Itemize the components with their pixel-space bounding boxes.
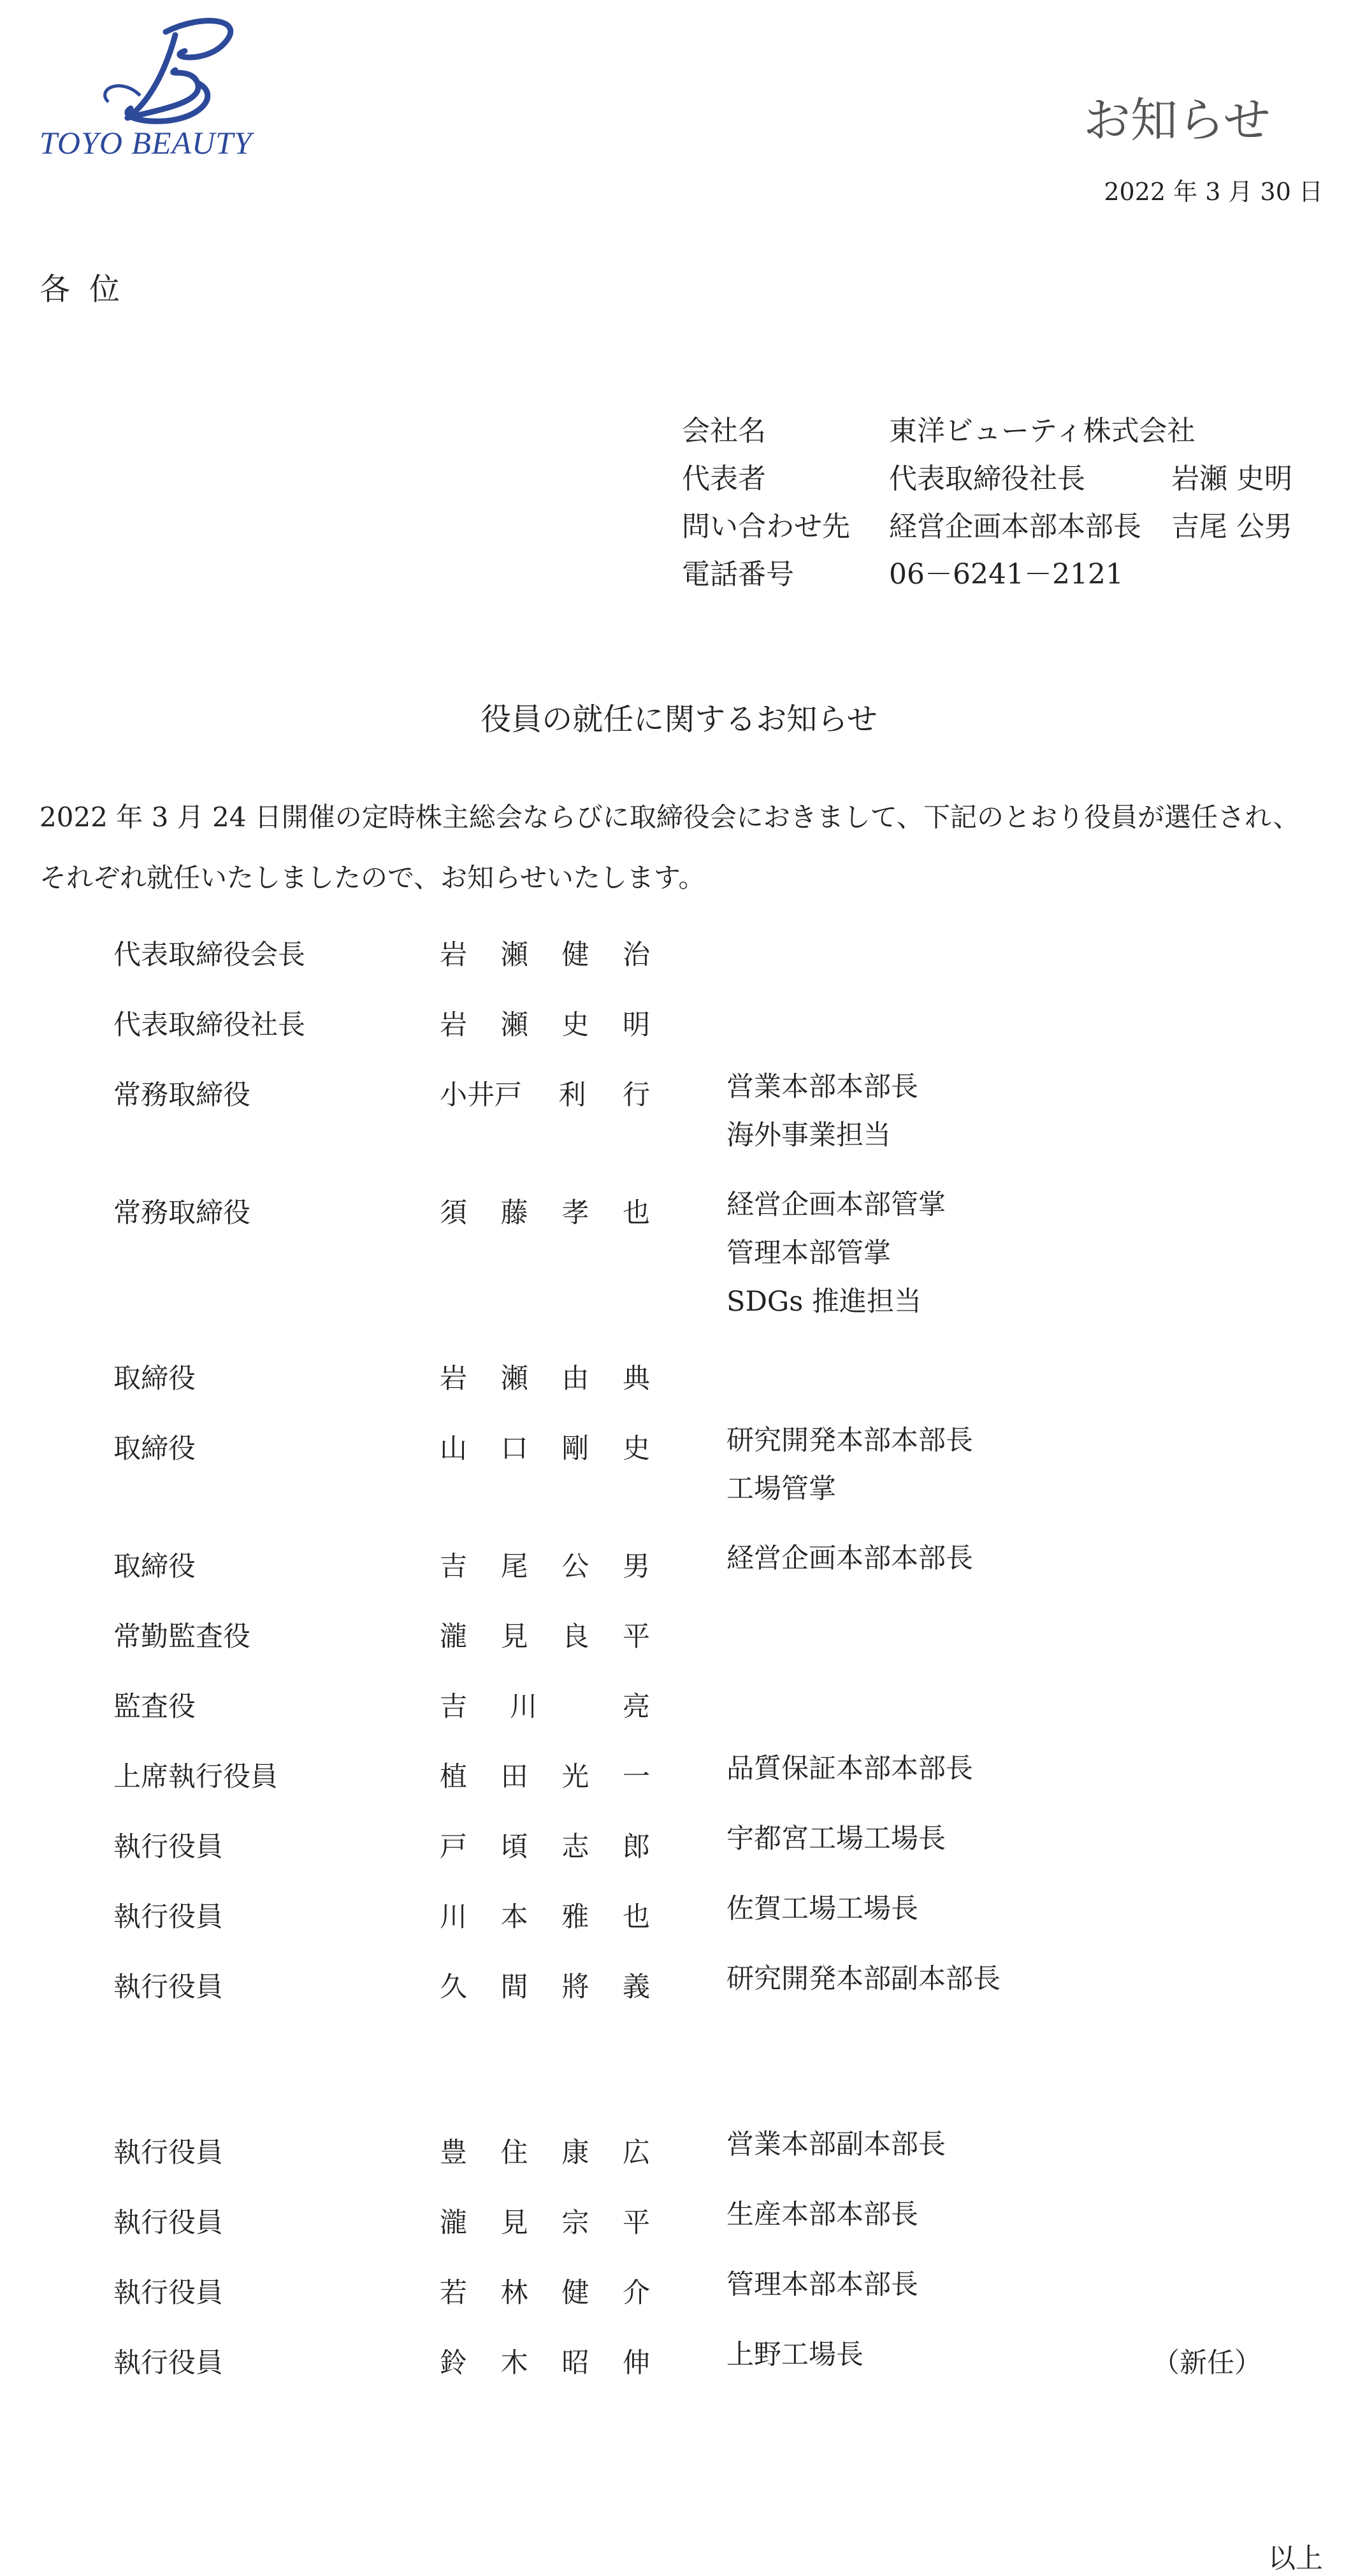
officer-name-part: 宗	[561, 2207, 589, 2239]
officer-name-part: 郎	[622, 1831, 650, 1863]
officer-duty: 研究開発本部本部長	[726, 1425, 973, 1457]
officer-name-part: 利	[558, 1079, 586, 1111]
officer-duty: 営業本部本部長	[726, 1071, 918, 1103]
officer-name-part: 山	[440, 1433, 467, 1465]
officer-name	[440, 1685, 650, 1724]
officer-role: 常務取締役	[113, 1079, 250, 1111]
officer-name-part: 孝	[561, 1197, 589, 1229]
officer-duty: 経営企画本部本部長	[726, 1543, 973, 1574]
officer-name	[440, 1004, 650, 1042]
notice-title: お知らせ	[1083, 93, 1271, 148]
officer-name-part: 平	[622, 1621, 650, 1653]
officer-name-part: 剛	[561, 1433, 589, 1465]
officer-name-part: 瀬	[500, 939, 528, 971]
officer-name-part: 戸	[440, 1831, 467, 1863]
officer-name-part: 史	[561, 1009, 589, 1041]
officer-duty: 宇都宮工場工場長	[726, 1823, 946, 1855]
officer-name-part: 良	[561, 1621, 589, 1653]
officer-name-part: 川	[440, 1901, 467, 1933]
officer-name-part: 鈴	[440, 2347, 467, 2379]
officer-name-part: 豊	[440, 2137, 467, 2169]
officer-name-part: 介	[622, 2277, 650, 2309]
officer-duties	[726, 2120, 946, 2169]
officer-duty: 上野工場長	[726, 2339, 863, 2371]
officer-duties	[726, 2331, 863, 2379]
officer-name-part: 本	[500, 1901, 528, 1933]
officer-duty: 品質保証本部本部長	[726, 1753, 973, 1785]
officer-duties	[726, 1534, 973, 1583]
officer-role: 取締役	[113, 1433, 196, 1465]
officer-name-part: 口	[500, 1433, 528, 1465]
contact-label: 問い合わせ先	[682, 510, 850, 543]
officer-name-part: 亮	[623, 1691, 650, 1723]
officer-name-part: 林	[500, 2277, 528, 2309]
representative-label: 代表者	[682, 463, 766, 495]
officer-role: 取締役	[113, 1551, 196, 1583]
officer-duty: 営業本部副本部長	[726, 2129, 946, 2161]
officer-name-part: 岩	[440, 1009, 467, 1041]
officer-name-part: 瀬	[500, 1009, 528, 1041]
officer-role: 執行役員	[113, 2137, 223, 2169]
officer-name-part: 將	[561, 1971, 589, 2003]
officer-name-part: 藤	[500, 1197, 528, 1229]
officer-role: 上席執行役員	[113, 1761, 278, 1793]
addressee: 各位	[40, 271, 140, 307]
officer-duties	[726, 1745, 973, 1793]
officer-duty: 生産本部本部長	[726, 2199, 918, 2231]
officer-name-part: 光	[561, 1761, 589, 1793]
officer-name-part: 吉	[440, 1551, 467, 1583]
officer-name-part: 昭	[561, 2347, 589, 2379]
officer-duties	[726, 1063, 918, 1160]
officer-duties	[726, 2261, 918, 2309]
officer-name-part: 志	[561, 1831, 589, 1863]
officer-name-part: 義	[622, 1971, 650, 2003]
officer-duties	[726, 1885, 918, 1933]
contact-title: 経営企画本部本部長	[889, 510, 1141, 543]
officer-role: 執行役員	[113, 1901, 223, 1933]
officer-name-part: 平	[622, 2207, 650, 2239]
officer-name	[440, 2131, 650, 2170]
officer-duty: 管理本部管掌	[726, 1237, 891, 1269]
officer-name-part: 小井戸	[440, 1079, 522, 1111]
officer-name-part: 健	[561, 2277, 589, 2309]
officer-name	[440, 1074, 650, 1112]
officer-duties	[726, 1955, 1000, 2003]
officer-name-part: 久	[440, 1971, 467, 2003]
subject-title: 役員の就任に関するお知らせ	[480, 702, 878, 737]
officer-name-part: 川	[510, 1691, 537, 1723]
officer-name	[440, 1357, 650, 1396]
officer-note: （新任）	[1152, 2347, 1262, 2379]
officer-name-part: 一	[622, 1761, 650, 1793]
officer-name-part: 健	[561, 939, 589, 971]
officer-name-part: 典	[622, 1363, 650, 1395]
logo-b-mark	[38, 6, 268, 134]
officer-role: 代表取締役会長	[113, 939, 305, 971]
officer-name-part: 瀧	[440, 2207, 467, 2239]
officer-role: 監査役	[113, 1691, 196, 1723]
officer-duty: 研究開発本部副本部長	[726, 1963, 1000, 1995]
officer-name-part: 也	[622, 1197, 650, 1229]
officer-duties	[726, 1815, 946, 1863]
contact-name: 吉尾 公男	[1171, 510, 1292, 543]
officer-name-part: 史	[622, 1433, 650, 1465]
officer-name	[440, 933, 650, 972]
officer-name	[440, 1191, 650, 1230]
officer-name	[440, 1896, 650, 1934]
officer-name	[440, 1615, 650, 1654]
representative-title: 代表取締役社長	[889, 463, 1085, 495]
officer-name-part: 瀬	[500, 1363, 528, 1395]
officer-name-part: 若	[440, 2277, 467, 2309]
officer-name-part: 治	[622, 939, 650, 971]
officer-role: 執行役員	[113, 1971, 223, 2003]
officer-duties	[726, 1416, 973, 1513]
officer-name-part: 雅	[561, 1901, 589, 1933]
officer-name-part: 瀧	[440, 1621, 467, 1653]
officer-name-part: 由	[561, 1363, 589, 1395]
officer-role: 常勤監査役	[113, 1621, 250, 1653]
officer-role: 執行役員	[113, 2277, 223, 2309]
officer-name-part: 植	[440, 1761, 467, 1793]
officer-name-part: 見	[500, 1621, 528, 1653]
officer-name	[440, 2342, 650, 2380]
officer-duties	[726, 1181, 946, 1326]
officer-name-part: 岩	[440, 939, 467, 971]
officer-name	[440, 2201, 650, 2240]
officer-name-part: 公	[561, 1551, 589, 1583]
officer-role: 執行役員	[113, 2207, 223, 2239]
officer-role: 取締役	[113, 1363, 196, 1395]
officer-name-part: 住	[500, 2137, 528, 2169]
officer-name	[440, 1427, 650, 1466]
phone-label: 電話番号	[682, 558, 794, 591]
officer-role: 執行役員	[113, 1831, 223, 1863]
company-name-value: 東洋ビューティ株式会社	[889, 415, 1195, 447]
officer-name	[440, 1545, 650, 1584]
officer-name-part: 頃	[500, 1831, 528, 1863]
officer-name-part: 行	[623, 1079, 650, 1111]
body-text: 2022 年 3 月 24 日開催の定時株主総会ならびに取締役会におきまして、下記のとおり役員が選任され、それぞれ就任いたしましたので、お知らせいたします。	[40, 802, 1300, 893]
officer-role: 常務取締役	[113, 1197, 250, 1229]
officer-duty: 佐賀工場工場長	[726, 1893, 918, 1925]
company-name-label: 会社名	[682, 415, 766, 447]
officer-name-part: 伸	[622, 2347, 650, 2379]
phone-value: 06－6241－2121	[889, 558, 1123, 591]
officer-name-part: 須	[440, 1197, 467, 1229]
officer-role: 代表取締役社長	[113, 1009, 305, 1041]
officer-name-part: 岩	[440, 1363, 467, 1395]
officer-name	[440, 1966, 650, 2004]
officer-role: 執行役員	[113, 2347, 223, 2379]
officer-name-part: 康	[561, 2137, 589, 2169]
officer-name	[440, 2271, 650, 2310]
closing-mark: 以上	[1268, 2543, 1323, 2575]
officer-duty: 管理本部本部長	[726, 2269, 918, 2301]
officer-name-part: 尾	[500, 1551, 528, 1583]
officer-name-part: 木	[500, 2347, 528, 2379]
officer-name-part: 男	[622, 1551, 650, 1583]
officer-duties	[726, 2191, 918, 2239]
officer-duty: SDGs 推進担当	[726, 1286, 922, 1318]
officer-duty: 経営企画本部管掌	[726, 1189, 946, 1221]
logo-text: TOYO BEAUTY	[40, 125, 252, 161]
officer-name-part: 田	[500, 1761, 528, 1793]
representative-name: 岩瀬 史明	[1171, 463, 1292, 495]
officer-name-part: 見	[500, 2207, 528, 2239]
officer-duty: 工場管掌	[726, 1473, 836, 1505]
officer-name-part: 間	[500, 1971, 528, 2003]
officer-name-part: 明	[622, 1009, 650, 1041]
officer-name-part: 吉	[440, 1691, 467, 1723]
officer-duty: 海外事業担当	[726, 1119, 891, 1151]
document-date: 2022 年 3 月 30 日	[1104, 178, 1323, 206]
officer-name-part: 也	[622, 1901, 650, 1933]
officer-name	[440, 1825, 650, 1864]
officer-name-part: 広	[622, 2137, 650, 2169]
officer-name	[440, 1755, 650, 1794]
